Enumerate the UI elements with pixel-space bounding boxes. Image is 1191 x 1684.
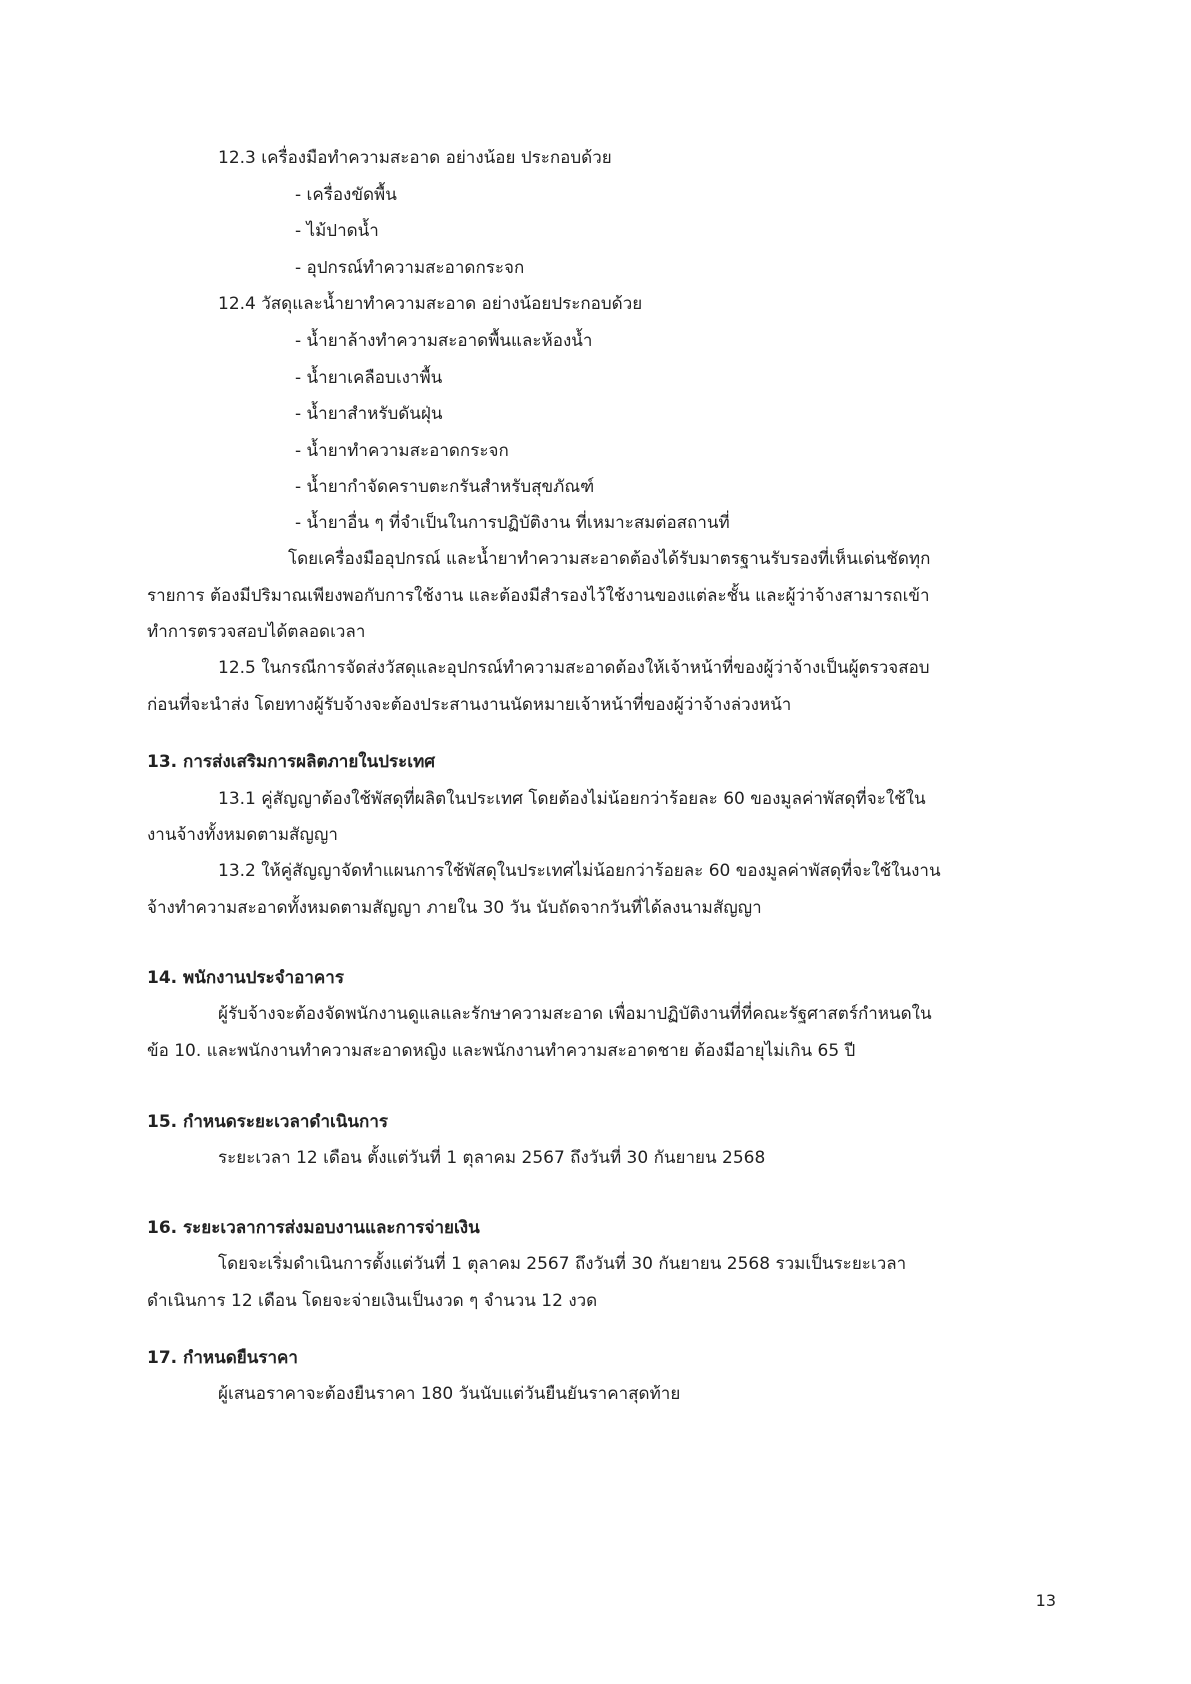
paragraph-line: รายการ ต้องมีปริมาณเพียงพอกับการใช้งาน และต้องมีสำรองไว้ใช้งานของแต่ละชั้น และผู้ว่าจ้างสามารถเข้า: [147, 586, 930, 606]
section-14-heading: 14. พนักงานประจำอาคาร: [147, 968, 344, 988]
paragraph-line: ระยะเวลา 12 เดือน ตั้งแต่วันที่ 1 ตุลาคม 2567 ถึงวันที่ 30 กันยายน 2568: [218, 1148, 766, 1168]
list-item: - น้ำยาทำความสะอาดกระจก: [295, 441, 509, 461]
paragraph-line: ผู้รับจ้างจะต้องจัดพนักงานดูแลและรักษาความสะอาด เพื่อมาปฏิบัติงานที่ที่คณะรัฐศาสตร์กำหนดใน: [218, 1004, 932, 1024]
list-item: - น้ำยาเคลือบเงาพื้น: [295, 368, 443, 388]
list-item: - อุปกรณ์ทำความสะอาดกระจก: [295, 258, 525, 278]
paragraph-line: งานจ้างทั้งหมดตามสัญญา: [147, 825, 338, 845]
paragraph-line: โดยจะเริ่มดำเนินการตั้งแต่วันที่ 1 ตุลาคม 2567 ถึงวันที่ 30 กันยายน 2568 รวมเป็นระยะเวลา: [218, 1254, 907, 1274]
section-12-3-title: 12.3 เครื่องมือทำความสะอาด อย่างน้อย ประกอบด้วย: [218, 148, 612, 168]
paragraph-line: ทำการตรวจสอบได้ตลอดเวลา: [147, 622, 366, 642]
paragraph-line: ก่อนที่จะนำส่ง โดยทางผู้รับจ้างจะต้องประสานงานนัดหมายเจ้าหน้าที่ของผู้ว่าจ้างล่วงหน้า: [147, 695, 792, 715]
list-item: - น้ำยาอื่น ๆ ที่จำเป็นในการปฏิบัติงาน ที่เหมาะสมต่อสถานที่: [295, 513, 730, 533]
page-number: 13: [1035, 1591, 1056, 1610]
list-item: - น้ำยากำจัดคราบตะกรันสำหรับสุขภัณฑ์: [295, 477, 595, 497]
paragraph-line: ดำเนินการ 12 เดือน โดยจะจ่ายเงินเป็นงวด ๆ จำนวน 12 งวด: [147, 1291, 598, 1311]
section-13-heading: 13. การส่งเสริมการผลิตภายในประเทศ: [147, 752, 436, 772]
paragraph-line: 13.2 ให้คู่สัญญาจัดทำแผนการใช้พัสดุในประเทศไม่น้อยกว่าร้อยละ 60 ของมูลค่าพัสดุที่จะใช้ในงาน: [218, 861, 941, 881]
section-17-heading: 17. กำหนดยืนราคา: [147, 1348, 298, 1368]
list-item: - เครื่องขัดพื้น: [295, 185, 397, 205]
list-item: - ไม้ปาดน้ำ: [295, 221, 379, 241]
paragraph-line: โดยเครื่องมืออุปกรณ์ และน้ำยาทำความสะอาดต้องได้รับมาตรฐานรับรองที่เห็นเด่นชัดทุก: [288, 549, 931, 569]
list-item: - น้ำยาล้างทำความสะอาดพื้นและห้องน้ำ: [295, 331, 593, 351]
paragraph-line: จ้างทำความสะอาดทั้งหมดตามสัญญา ภายใน 30 วัน นับถัดจากวันที่ได้ลงนามสัญญา: [147, 898, 762, 918]
section-16-heading: 16. ระยะเวลาการส่งมอบงานและการจ่ายเงิน: [147, 1218, 480, 1238]
paragraph-line: 13.1 คู่สัญญาต้องใช้พัสดุที่ผลิตในประเทศ โดยต้องไม่น้อยกว่าร้อยละ 60 ของมูลค่าพัสดุที่จะใช้ใน: [218, 789, 926, 809]
paragraph-line: 12.5 ในกรณีการจัดส่งวัสดุและอุปกรณ์ทำความสะอาดต้องให้เจ้าหน้าที่ของผู้ว่าจ้างเป็นผู้ตรวจสอบ: [218, 658, 930, 678]
paragraph-line: ข้อ 10. และพนักงานทำความสะอาดหญิง และพนักงานทำความสะอาดชาย ต้องมีอายุไม่เกิน 65 ปี: [147, 1041, 856, 1061]
paragraph-line: ผู้เสนอราคาจะต้องยืนราคา 180 วันนับแต่วันยืนยันราคาสุดท้าย: [218, 1384, 681, 1404]
section-12-4-title: 12.4 วัสดุและน้ำยาทำความสะอาด อย่างน้อยประกอบด้วย: [218, 294, 643, 314]
section-15-heading: 15. กำหนดระยะเวลาดำเนินการ: [147, 1112, 389, 1132]
list-item: - น้ำยาสำหรับดันฝุ่น: [295, 404, 443, 424]
